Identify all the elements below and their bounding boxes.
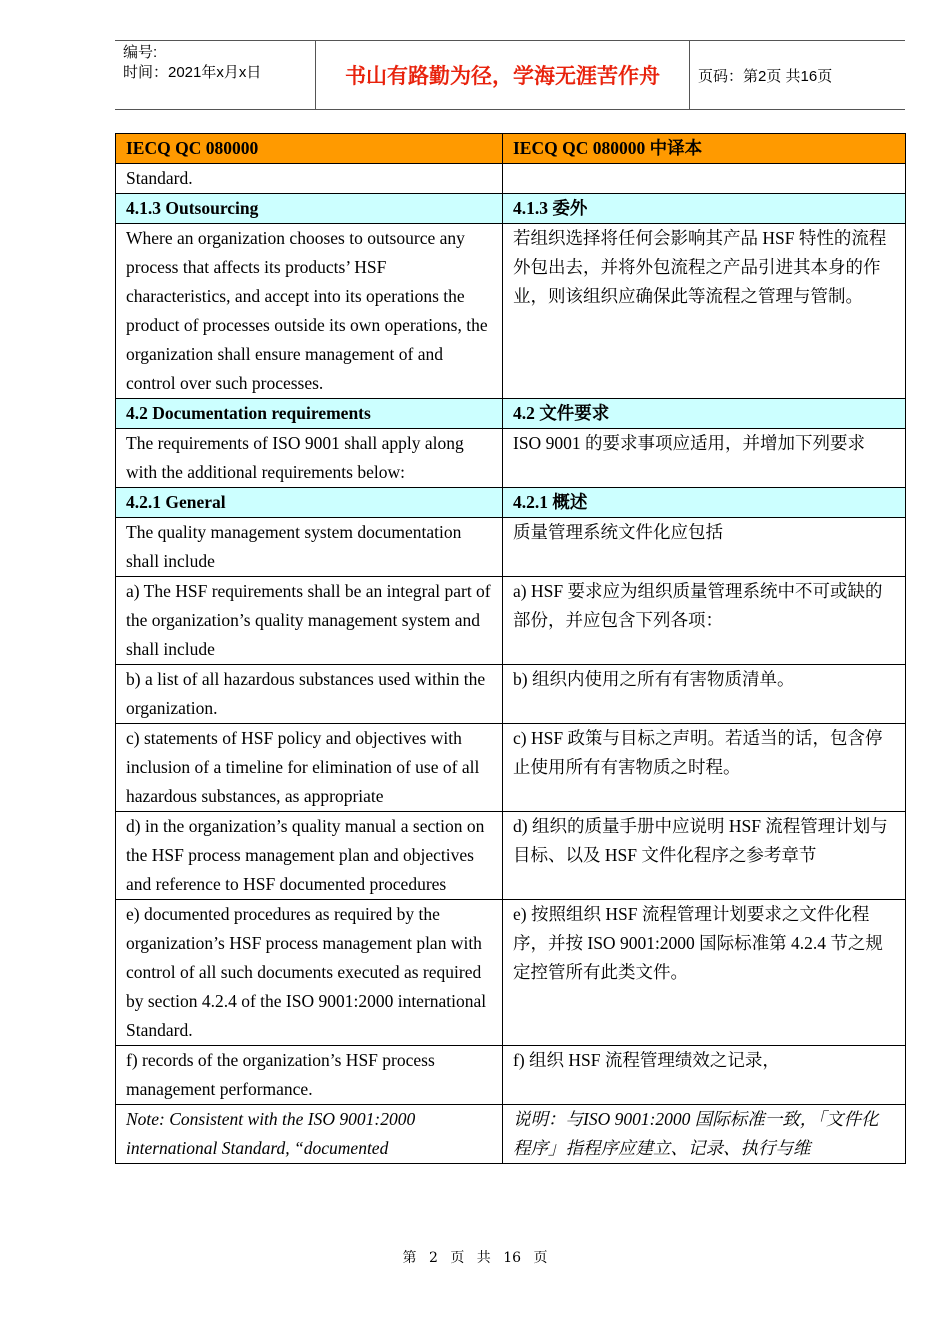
header-divider (689, 41, 690, 109)
column-header-english: IECQ QC 080000 (116, 134, 503, 164)
table-row (116, 724, 906, 812)
cell-chinese: 若组织选择将任何会影响其产品 HSF 特性的流程外包出去，并将外包流程之产品引进其本身的作业，则该组织应确保此等流程之管理与管制。 (503, 224, 906, 399)
cell-english: f) records of the organization’s HSF process management performance. (116, 1046, 503, 1105)
section-heading-chinese: 4.2.1 概述 (503, 488, 906, 518)
cell-chinese: a) HSF 要求应为组织质量管理系统中不可或缺的部份，并应包含下列各项： (503, 577, 906, 665)
section-heading-english: 4.2.1 General (116, 488, 503, 518)
page-footer (0, 1247, 950, 1267)
table-row (116, 577, 906, 665)
cell-english: b) a list of all hazardous substances used within the organization. (116, 665, 503, 724)
cell-chinese: c) HSF 政策与目标之声明。若适当的话，包含停止使用所有有害物质之时程。 (503, 724, 906, 812)
section-heading-english: 4.2 Documentation requirements (116, 399, 503, 429)
cell-chinese: ISO 9001 的要求事项应适用，并增加下列要求 (503, 429, 906, 488)
cell-english: c) statements of HSF policy and objectives with inclusion of a timeline for elimination of use of all hazardous substances, as appropriate (116, 724, 503, 812)
table-row (116, 164, 906, 194)
cell-chinese: 质量管理系统文件化应包括 (503, 518, 906, 577)
cell-chinese: d) 组织的质量手册中应说明 HSF 流程管理计划与目标、以及 HSF 文件化程序之参考章节 (503, 812, 906, 900)
document-time: 时间：2021年x月x日 (123, 64, 262, 81)
cell-english: The requirements of ISO 9001 shall apply along with the additional requirements below: (116, 429, 503, 488)
footer-total-pages: 16 (503, 1250, 522, 1266)
table-row (116, 665, 906, 724)
note-english: Note: Consistent with the ISO 9001:2000 international Standard, “documented (116, 1105, 503, 1164)
section-heading-chinese: 4.2 文件要求 (503, 399, 906, 429)
section-heading-row (116, 488, 906, 518)
table-header-row (116, 134, 906, 164)
header-meta (123, 43, 313, 83)
cell-english: The quality management system documentation shall include (116, 518, 503, 577)
header-motto: 书山有路勤为径，学海无涯苦作舟 (345, 64, 660, 88)
section-heading-chinese: 4.1.3 委外 (503, 194, 906, 224)
cell-chinese: b) 组织内使用之所有有害物质清单。 (503, 665, 906, 724)
table-row (116, 429, 906, 488)
note-row (116, 1105, 906, 1164)
section-heading-english: 4.1.3 Outsourcing (116, 194, 503, 224)
table-row (116, 224, 906, 399)
cell-english: Where an organization chooses to outsource any process that affects its products’ HSF characteristics, and accept into its operations the product of processes outside its own operations, the organization shall ensure management of and control over such processes. (116, 224, 503, 399)
cell-chinese: f) 组织 HSF 流程管理绩效之记录， (503, 1046, 906, 1105)
table-row (116, 518, 906, 577)
cell-english: a) The HSF requirements shall be an integral part of the organization’s quality management system and shall include (116, 577, 503, 665)
document-number-label: 编号: (123, 44, 158, 61)
footer-di: 第 (402, 1250, 417, 1266)
table-row (116, 812, 906, 900)
column-header-chinese: IECQ QC 080000 中译本 (503, 134, 906, 164)
footer-ye2: 页 (533, 1250, 548, 1266)
bilingual-standard-table (115, 133, 906, 1164)
footer-page-number: 2 (428, 1250, 438, 1266)
cell-chinese: e) 按照组织 HSF 流程管理计划要求之文件化程序，并按 ISO 9001:2000 国际标准第 4.2.4 节之规定控管所有此类文件。 (503, 900, 906, 1046)
table-row (116, 900, 906, 1046)
page-header (115, 40, 905, 110)
table-row (116, 1046, 906, 1105)
note-chinese: 说明：与ISO 9001:2000 国际标准一致，「文件化程序」指程序应建立、记录、执行与维 (503, 1105, 906, 1164)
cell-english: e) documented procedures as required by the organization’s HSF process management plan with control of all such documents executed as required by section 4.2.4 of the ISO 9001:2000 international Standard. (116, 900, 503, 1046)
section-heading-row (116, 194, 906, 224)
header-page-info: 页码：第2页 共16页 (698, 67, 833, 85)
footer-gong: 共 (476, 1250, 491, 1266)
cell-english: d) in the organization’s quality manual a section on the HSF process management plan and objectives and reference to HSF documented procedures (116, 812, 503, 900)
footer-ye: 页 (450, 1250, 465, 1266)
section-heading-row (116, 399, 906, 429)
cell-english: Standard. (116, 164, 503, 194)
cell-chinese (503, 164, 906, 194)
